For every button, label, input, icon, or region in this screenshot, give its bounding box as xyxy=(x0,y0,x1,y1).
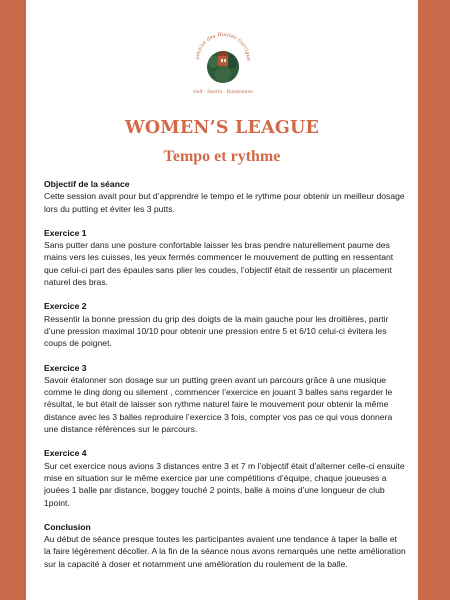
document-body xyxy=(44,178,406,582)
logo-arc-text: omaine des Hautes Garrigue xyxy=(194,31,252,62)
section-heading: Conclusion xyxy=(44,521,91,532)
section-text: Cette session avait pour but d’apprendre le tempo et le rythme pour obtenir un meilleur dosage lors du putting et éviter les 3 putts. xyxy=(44,191,405,214)
section-exercice-3 xyxy=(44,362,406,436)
section-heading: Exercice 2 xyxy=(44,301,87,312)
section-exercice-4 xyxy=(44,447,406,508)
section-exercice-1 xyxy=(44,227,406,288)
section-heading: Exercice 4 xyxy=(44,448,87,459)
section-text: Sans putter dans une posture confortable laisser les bras pendre naturellement paume des mains vers les cuisses, les yeux fermés commencer le mouvement de putting en ressentant que celui-ci part des épaules sans plier les coudes, l’objectif était de ressentir un placement naturel des bras. xyxy=(44,240,394,288)
section-text: Sur cet exercice nous avions 3 distances entre 3 et 7 m l’objectif était d’alterner celle-ci ensuite mise en situation sur le même exercice par une compétitions d’équipe, chaque joueuses a jouées 1 balle par distance, boggey touché 2 points, balle à moins d’une longueur de club 1point. xyxy=(44,460,405,508)
section-heading: Exercice 1 xyxy=(44,227,87,238)
section-conclusion xyxy=(44,521,406,570)
page-title: WOMEN’S LEAGUE xyxy=(125,118,319,138)
section-heading: Exercice 3 xyxy=(44,362,87,373)
logo-bottom-text: Golf · Sports · Randonnée xyxy=(193,90,253,95)
logo-emblem-icon xyxy=(192,30,254,102)
section-heading: Objectif de la séance xyxy=(44,179,130,189)
section-text: Ressentir la bonne pression du grip des doigts de la main gauche pour les droitières, partir d’une pression maximal 10/10 pour obtenir une pression entre 5 et 6/10 celui-ci évitera les coups de poignet. xyxy=(44,313,389,349)
document-page xyxy=(26,0,418,600)
page-subtitle: Tempo et rythme xyxy=(163,148,281,165)
section-text: Au début de séance presque toutes les participantes avaient une tendance à taper la balle et la faire légèrement décoller. A la fin de la séance nous avons remarqués une nette amélioration sur la capacité à doser et notamment une amélioration du roulement de la balle. xyxy=(44,534,406,569)
section-objectif xyxy=(44,178,406,215)
logo xyxy=(192,30,254,102)
section-exercice-2 xyxy=(44,300,406,349)
section-text: Savoir étalonner son dosage sur un putting green avant un parcours grâce à une musique comme le ding dong ou si‌lement , commencer l’exercice en jouant 3 balles sans regarder le résultat, le but était de laisser son rythme naturel faire le mouvement pour obtenir la même distance avec les 3 balles reproduire l’exercice 3 fois, compter vos pas ce qui vous donnera une distance références sur le parcours. xyxy=(44,374,393,435)
